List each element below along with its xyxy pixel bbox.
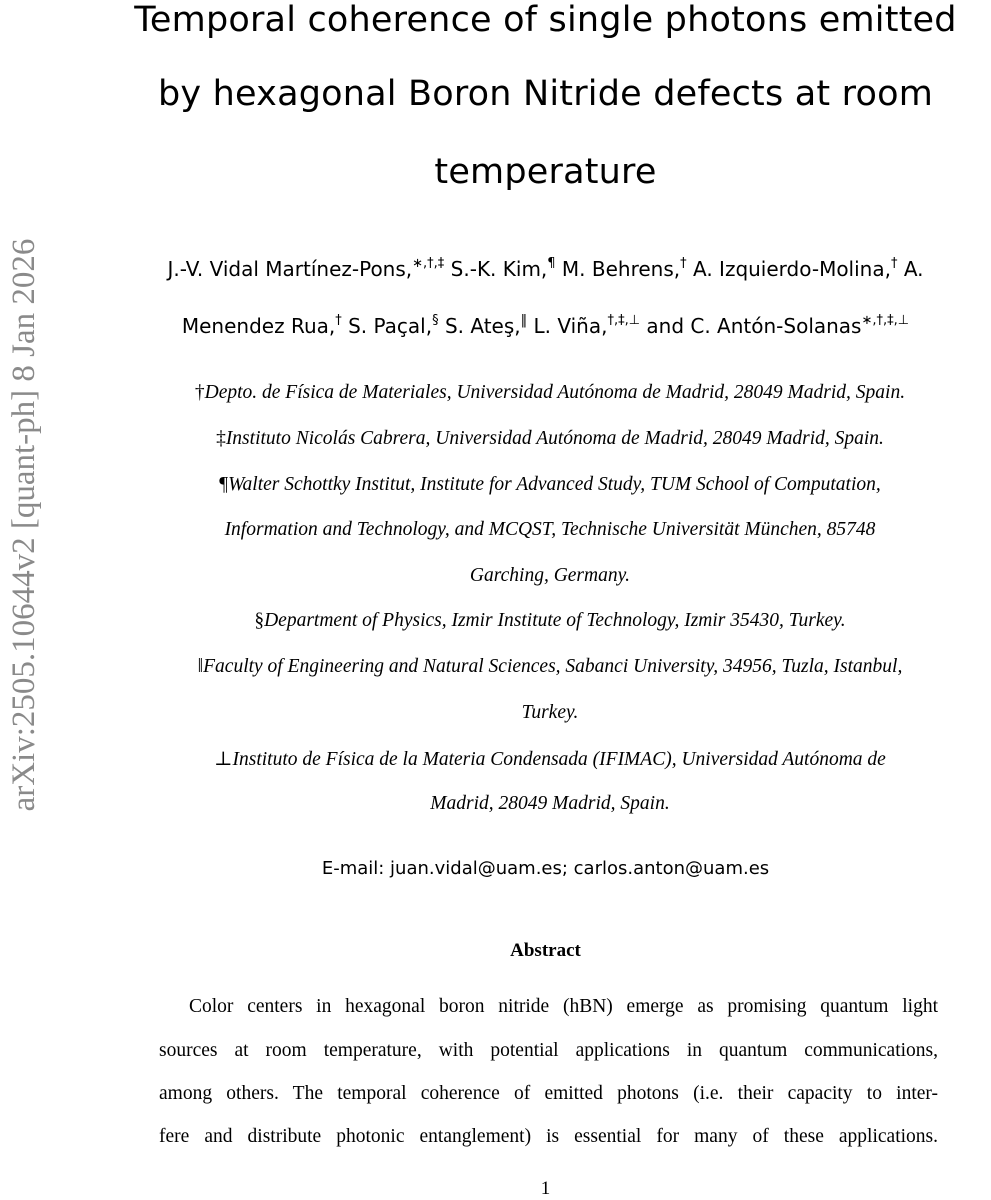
- corresponding-email: E-mail: juan.vidal@uam.es; carlos.anton@uam.es: [321, 858, 770, 879]
- affiliation-symbol: ¶: [219, 474, 229, 495]
- affiliation-text: Instituto de Física de la Materia Condensada (IFIMAC), Universidad Autónoma de: [232, 749, 886, 770]
- author-affiliation-marks: †: [680, 256, 687, 271]
- affiliation-symbol: ⊥: [214, 749, 233, 770]
- author-affiliation-marks: ∗,†,‡,⊥: [861, 313, 910, 328]
- author-name: A. Izquierdo-Molina,: [686, 257, 891, 281]
- abstract-line-1: Color centers in hexagonal boron nitride (hBN) emerge as promising quantum light: [189, 996, 938, 1017]
- author-name: and C. Antón-Solanas: [640, 314, 862, 338]
- author-name: M. Behrens,: [555, 257, 681, 281]
- paper-title-line-2: by hexagonal Boron Nitride defects at room: [158, 74, 933, 114]
- author-affiliation-marks: ¶: [547, 256, 556, 271]
- affiliation-text: Instituto Nicolás Cabrera, Universidad Autónoma de Madrid, 28049 Madrid, Spain.: [225, 428, 884, 449]
- author-name: L. Viña,: [527, 314, 608, 338]
- affiliation-symbol: §: [254, 610, 265, 631]
- author-line-1: [100, 257, 991, 281]
- abstract-line-3: among others. The temporal coherence of emitted photons (i.e. their capacity to inter-: [159, 1083, 938, 1104]
- affiliation-symbol: †: [194, 382, 205, 403]
- author-affiliation-marks: †,‡,⊥: [607, 313, 641, 328]
- author-affiliation-marks: ∗,†,‡: [412, 256, 445, 271]
- abstract-heading: Abstract: [510, 940, 581, 961]
- author-name: Menendez Rua,: [181, 314, 336, 338]
- affiliation-sabanci-university: [100, 656, 991, 678]
- page-number: 1: [540, 1178, 551, 1199]
- author-affiliation-marks: ‖: [520, 313, 528, 328]
- author-name: J.-V. Vidal Martínez-Pons,: [167, 257, 413, 281]
- affiliation-walter-schottky: [100, 474, 991, 496]
- affiliation-instituto-nicolas-cabrera: [100, 428, 991, 450]
- abstract-line-2: sources at room temperature, with potential applications in quantum communications,: [159, 1040, 938, 1061]
- affiliation-symbol: ‖: [197, 656, 204, 677]
- author-name: S. Ateş,: [438, 314, 521, 338]
- author-name: A.: [897, 257, 924, 281]
- author-affiliation-marks: †: [890, 256, 898, 271]
- affiliation-walter-schottky-cont-1: Information and Technology, and MCQST, Technische Universität München, 85748: [224, 519, 876, 540]
- author-name: S.-K. Kim,: [444, 257, 548, 281]
- affiliation-text: Faculty of Engineering and Natural Sciences, Sabanci University, 34956, Tuzla, Istanbul,: [203, 656, 903, 677]
- affiliation-ifimac: [100, 747, 991, 771]
- affiliation-walter-schottky-cont-2: Garching, Germany.: [469, 565, 631, 586]
- affiliation-text: Department of Physics, Izmir Institute of Technology, Izmir 35430, Turkey.: [264, 610, 846, 631]
- author-line-2: [100, 314, 991, 338]
- affiliation-text: Walter Schottky Institut, Institute for Advanced Study, TUM School of Computation,: [228, 474, 881, 495]
- arxiv-identifier-stamp: arXiv:2505.10644v2 [quant-ph] 8 Jan 2026: [6, 238, 42, 812]
- paper-title-line-3: temperature: [434, 152, 657, 192]
- abstract-line-4: fere and distribute photonic entanglement) is essential for many of these applications.: [159, 1126, 938, 1147]
- author-affiliation-marks: †: [335, 313, 342, 328]
- affiliation-izmir-institute: [100, 610, 991, 632]
- author-name: S. Paçal,: [341, 314, 433, 338]
- affiliation-depto-fisica-materiales: [100, 382, 991, 404]
- affiliation-text: Depto. de Física de Materiales, Universidad Autónoma de Madrid, 28049 Madrid, Spain.: [204, 382, 906, 403]
- paper-title-line-1: Temporal coherence of single photons emitted: [134, 0, 957, 40]
- affiliation-sabanci-university-cont: Turkey.: [521, 702, 579, 723]
- affiliation-symbol: ‡: [216, 428, 226, 449]
- affiliation-ifimac-cont: Madrid, 28049 Madrid, Spain.: [430, 793, 670, 814]
- author-affiliation-marks: §: [432, 313, 439, 328]
